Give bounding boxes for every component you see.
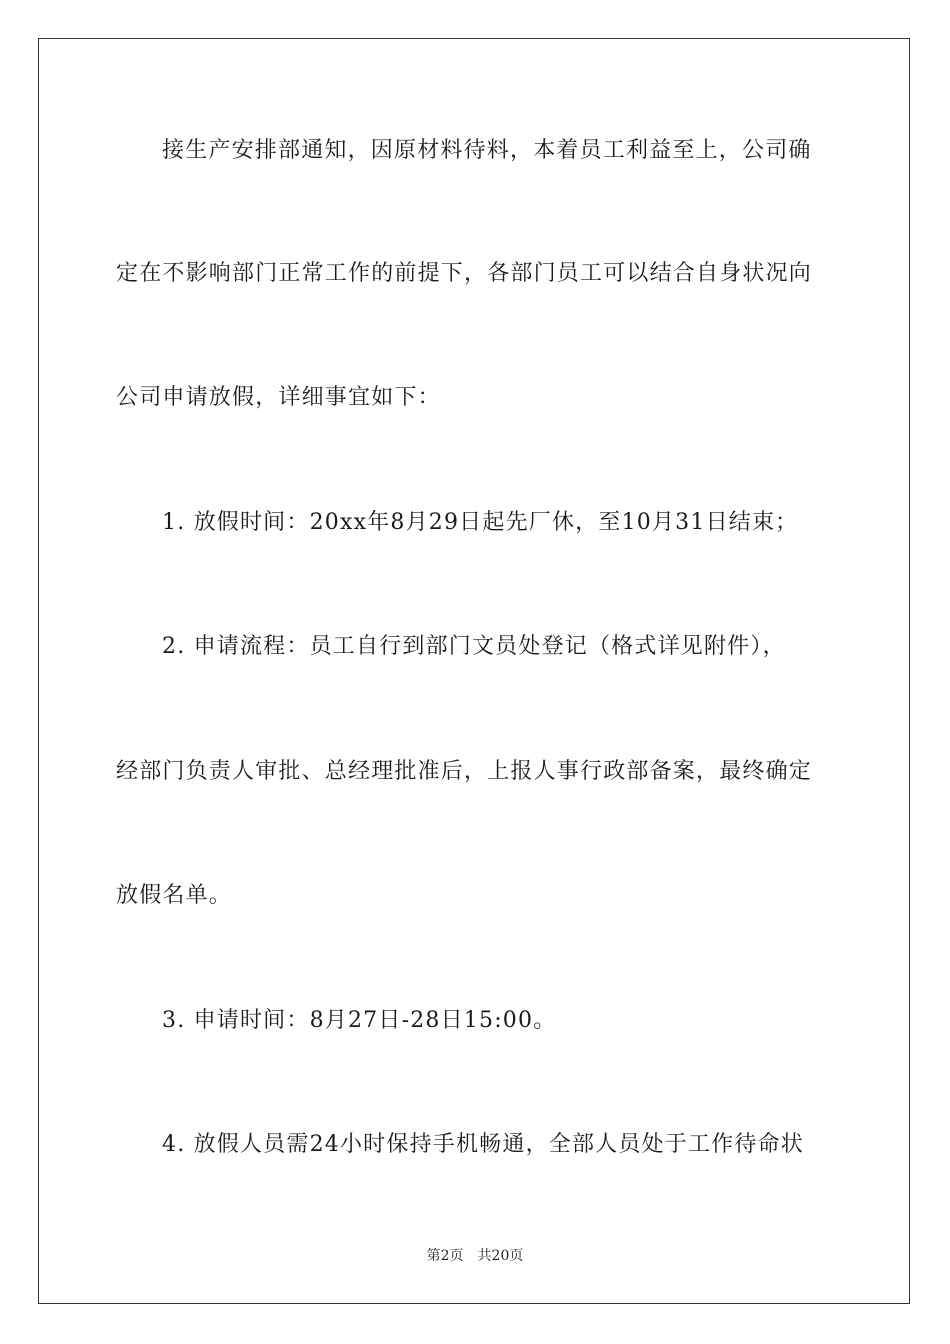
page-number: 第2页 [426,1248,464,1264]
paragraph-line-1: 接生产安排部通知，因原材料待料，本着员工利益至上，公司确 [162,138,812,163]
page-frame [38,38,910,1304]
page-total: 共20页 [477,1248,524,1264]
list-item-2-continued: 经部门负责人审批、总经理批准后，上报人事行政部备案，最终确定 [116,759,813,784]
list-item-4: 4. 放假人员需24小时保持手机畅通，全部人员处于工作待命状 [162,1132,804,1157]
list-item-2-end: 放假名单。 [116,883,233,908]
list-item-1: 1. 放假时间：20xx年8月29日起先厂休，至10月31日结束； [162,510,799,535]
list-item-3: 3. 申请时间：8月27日-28日15:00。 [162,1008,557,1033]
paragraph-line-3: 公司申请放假，详细事宜如下： [116,385,441,410]
paragraph-line-2: 定在不影响部门正常工作的前提下，各部门员工可以结合自身状况向 [116,261,813,286]
list-item-2: 2. 申请流程：员工自行到部门文员处登记（格式详见附件）， [162,634,786,659]
page-footer [0,1246,950,1266]
